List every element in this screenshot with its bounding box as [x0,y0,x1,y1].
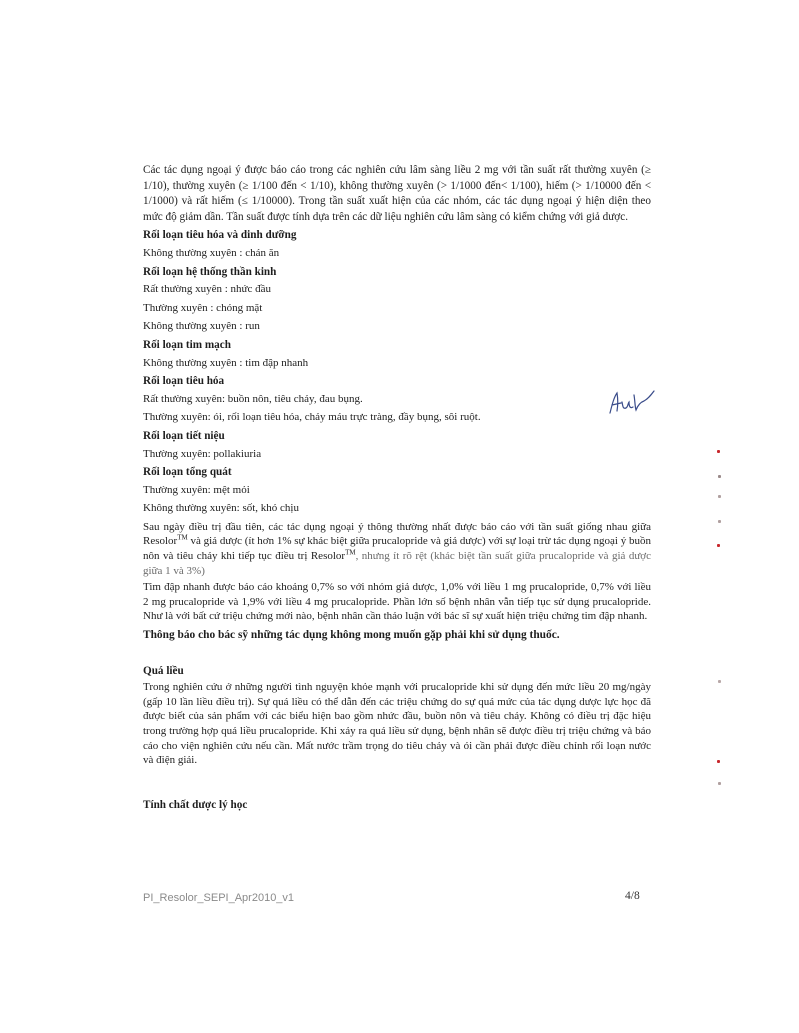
edge-mark-icon [717,760,720,763]
paragraph-text: , nhưng ít rõ rệt (khác biệt tần suất giữa prucalopride và giả dược giữa 1 và 3%) [143,550,651,577]
group-item: Thường xuyên: mệt mỏi [143,483,250,496]
signature-icon [606,387,656,417]
pharmacology-heading: Tính chất dược lý học [143,798,248,811]
group-item: Không thường xuyên : tim đập nhanh [143,356,309,369]
paragraph-text: và giả dược (ít hơn 1% sự khác biệt giữa prucalopride và giả dược) với sự loại trừ tác dụng ngoại ý buồn nôn và tiêu chảy khi tiếp tục điều trị Resolor [143,535,651,563]
first-day-paragraph [143,520,651,578]
group-digestive [143,374,651,426]
notice-paragraph: Thông báo cho bác sỹ những tác dụng không mong muốn gặp phải khi sử dụng thuốc. [143,629,560,642]
trademark-mark: TM [177,533,188,542]
group-nervous-system [143,265,651,335]
edge-mark-icon [718,782,721,785]
group-heading: Rối loạn tim mạch [143,338,231,351]
footer-page-number: 4/8 [625,890,640,902]
edge-mark-icon [718,475,721,478]
tachycardia-paragraph: Tim đập nhanh được báo cáo khoảng 0,7% so với nhóm giả dược, 1,0% với liều 1 mg prucalopride, 0,7% với liều 2 mg prucalopride và 1,9% với liều 4 mg prucalopride. Phần lớn số bệnh nhân vẫn tiếp tục sử dụng prucalopride. Như là với bất cứ triệu chứng mới nào, bệnh nhân cần thảo luận với bác sĩ sự xuất hiện triệu chứng tim đập nhanh. [143,581,651,623]
paragraph-text: Sau ngày điều trị đầu tiên, các tác dụng ngoại ý thông thường nhất được báo cáo với tần suất giống nhau giữa Resolor [143,520,651,548]
group-item: Rất thường xuyên : nhức đầu [143,283,272,296]
group-digestive-nutrition [143,228,651,261]
edge-mark-icon [718,495,721,498]
page-content [143,163,651,814]
group-item: Thường xuyên: ói, rối loạn tiêu hóa, chảy máu trực tràng, đầy bụng, sôi ruột. [143,411,481,424]
group-general [143,465,651,517]
group-item: Thường xuyên: pollakiuria [143,447,262,460]
group-item: Rất thường xuyên: buồn nôn, tiêu chảy, đau bụng. [143,392,363,405]
overdose-heading: Quá liều [143,664,184,677]
footer-document-id: PI_Resolor_SEPI_Apr2010_v1 [143,892,295,904]
group-heading: Rối loạn tiêu hóa và dinh dưỡng [143,229,297,242]
group-item: Không thường xuyên: sốt, khó chịu [143,502,299,515]
group-item: Không thường xuyên : chán ăn [143,246,280,259]
group-heading: Rối loạn hệ thống thần kinh [143,265,277,278]
trademark-mark: TM [345,548,356,557]
edge-mark-icon [717,450,720,453]
group-item: Không thường xuyên : run [143,320,260,333]
edge-mark-icon [718,520,721,523]
group-heading: Rối loạn tiết niệu [143,429,225,442]
group-cardiovascular [143,338,651,371]
group-heading: Rối loạn tiêu hóa [143,375,225,388]
edge-mark-icon [718,680,721,683]
overdose-paragraph: Trong nghiên cứu ở những người tình nguyện khỏe mạnh với prucalopride khi sử dụng đến mức liều 20 mg/ngày (gấp 10 lần liều điều trị). Sự quá liều có thể dẫn đến các triệu chứng do sự quá mức của tác dụng dược lực học đã được biết của sản phẩm với các biểu hiện bao gồm nhức đầu, buồn nôn và tiêu chảy. Không có điều trị đặc hiệu trong trường hợp quá liều prucalopride. Khi xảy ra quá liều sử dụng, bệnh nhân sẽ được điều trị triệu chứng và báo cáo cho viện nghiên cứu nếu cần. Mất nước trầm trọng do tiêu chảy và ói cần phải được điều chỉnh rối loạn nước và điện giải. [143,681,651,767]
group-urinary [143,429,651,462]
edge-mark-icon [717,544,720,547]
intro-paragraph: Các tác dụng ngoại ý được báo cáo trong các nghiên cứu lâm sàng liều 2 mg với tần suất rất thường xuyên (≥ 1/10), thường xuyên (≥ 1/100 đến < 1/10), không thường xuyên (> 1/1000 đến< 1/100), hiếm (> 1/10000 đến < 1/1000) và rất hiếm (≤ 1/10000). Trong tần suất xuất hiện của các nhóm, các tác dụng ngoại ý hiện diện theo mức độ giảm dần. Tần suất được tính dựa trên các dữ liệu nghiên cứu lâm sàng có kiểm chứng với giả dược. [143,164,651,223]
group-item: Thường xuyên : chóng mặt [143,301,263,314]
group-heading: Rối loạn tổng quát [143,466,232,479]
